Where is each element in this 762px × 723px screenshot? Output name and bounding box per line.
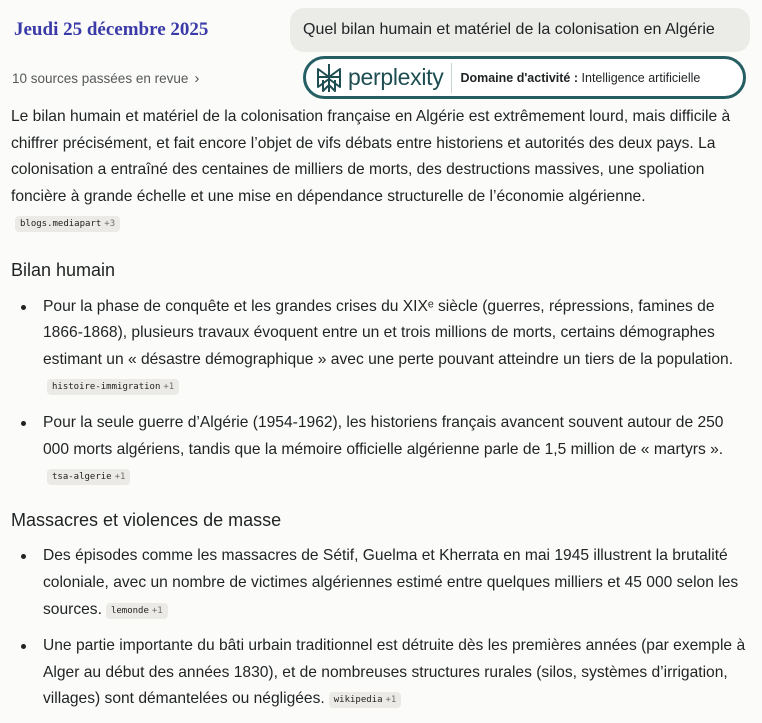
perplexity-brand-banner — [303, 56, 746, 99]
brand-domain — [460, 71, 700, 85]
user-query-bubble — [290, 8, 750, 52]
intro-text: Le bilan humain et matériel de la colonisation française en Algérie est extrêmement lourd, mais difficile à chiffrer précisément, et fait encore l’objet de vifs débats entre historiens et autorités des deux pays. La colonisation a entraîné des centaines de milliers de morts, des destructions massives, une spoliation foncière à grande échelle et une mise en dépendance structurelle de l’économie algérienne. — [11, 108, 731, 205]
list-item: Une partie importante du bâti urbain traditionnel est détruite dès les premières années (par exemple à Alger au début des années 1830), et de nombreuses structures rurales (silos, systèmes d’irrigation, villages) sont démantelées ou négligées. wikipedia +1 — [11, 633, 751, 713]
sources-reviewed-link[interactable] — [12, 70, 199, 87]
list-item: Des épisodes comme les massacres de Sétif, Guelma et Kherrata en mai 1945 illustrent la brutalité coloniale, avec un nombre de victimes algériennes estimé entre quelques milliers et 45 000 selon les sources. lemonde +1 — [11, 543, 751, 623]
perplexity-wordmark: perplexity — [348, 64, 444, 90]
brand-domain-label: Domaine d'activité : — [460, 70, 579, 85]
brand-divider — [451, 63, 452, 93]
answer-body — [11, 104, 751, 723]
sources-reviewed-label: 10 sources passées en revue — [12, 71, 189, 86]
section-heading: Massacres et violences de masse — [11, 509, 282, 530]
date-label: Jeudi 25 décembre 2025 — [14, 19, 209, 40]
list-item: Pour la seule guerre d’Algérie (1954-1962), les historiens français avancent souvent autour de 250 000 morts algériens, tandis que la mémoire officielle algérienne parle de 1,5 million de « martyrs ».tsa-algerie +1 — [11, 410, 751, 490]
list-item: Pour la phase de conquête et les grandes crises du XIXᵉ siècle (guerres, répressions, famines de 1866-1868), plusieurs travaux évoquent entre un et trois millions de morts, certains démographes estimant un « désastre démographique » avec une perte pouvant atteindre un tiers de la population.histoire-immigration +1 — [11, 294, 751, 400]
user-query-text: Quel bilan humain et matériel de la colonisation en Algérie — [303, 21, 715, 38]
citation-chip[interactable]: histoire-immigration +1 — [47, 379, 179, 395]
brand-domain-value: Intelligence artificielle — [581, 70, 701, 85]
chevron-right-icon: › — [194, 70, 200, 87]
citation-chip[interactable]: tsa-algerie +1 — [47, 469, 130, 485]
citation-chip[interactable]: wikipedia +1 — [329, 692, 402, 708]
citation-chip[interactable]: blogs.mediapart +3 — [15, 216, 120, 232]
section-heading: Bilan humain — [11, 259, 116, 280]
bullet-list — [11, 543, 751, 713]
perplexity-logo-icon — [314, 62, 344, 94]
citation-chip[interactable]: lemonde +1 — [106, 603, 168, 619]
bullet-list — [11, 294, 751, 490]
intro-paragraph — [11, 104, 751, 237]
